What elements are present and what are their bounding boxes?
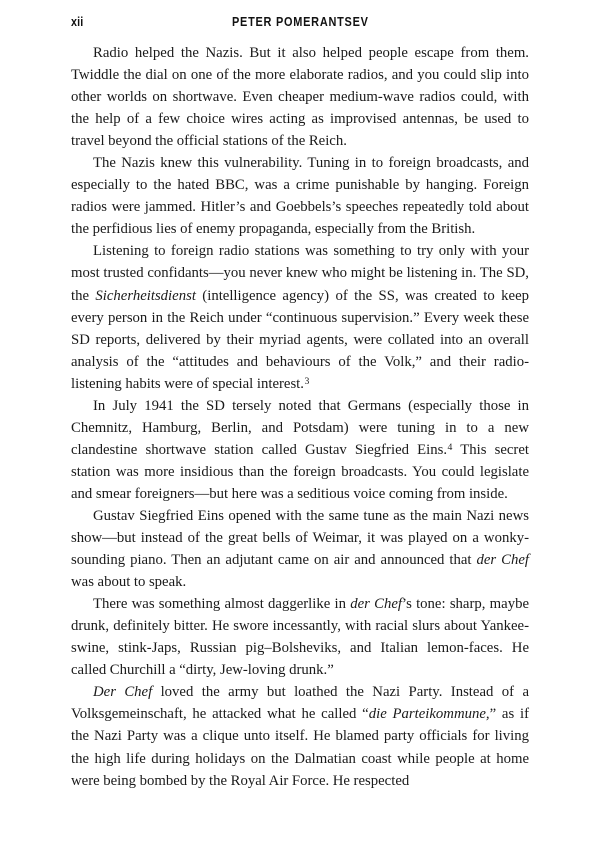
paragraph: There was something almost daggerlike in der Chef’s tone: sharp, maybe drunk, definitely bitter. He swore incessantly, with racial slurs about Yankee-swine, stink-Japs, Russian pig–Bolsheviks, and Italian lemon-faces. He called Churchill a “dirty, Jew-loving drunk.”	[71, 596, 530, 679]
italic-phrase: die Parteikommune,	[368, 706, 490, 723]
page-number: xii	[71, 15, 84, 29]
paragraph: In July 1941 the SD tersely noted that Germans (especially those in Chemnitz, Hamburg, Berlin, and Potsdam) were tuning in to a new clandestine shortwave station called Gustav Siegfried Eins.$^4$ This secret station was more insidious than the foreign broadcasts. You could legislate and smear foreigners—but here was a seditious voice coming from inside.	[71, 397, 529, 502]
running-head	[71, 14, 529, 32]
italic-phrase: der Chef	[476, 552, 529, 569]
paragraph: Listening to foreign radio stations was something to try only with your most trusted confidants—you never knew who might be listening in. The SD, the Sicherheitsdienst (intelligence agency) of the SS, was created to keep every person in the Reich under “continuous supervision.” Every week these SD reports, delivered by their myriad agents, were collated into an overall analysis of the “attitudes and behaviours of the Volk,” and their radio-listening habits were of special interest.$^3$	[71, 243, 529, 392]
footnote-marker: 4	[447, 441, 453, 453]
footnote-marker: 3	[304, 375, 310, 387]
paragraph: Gustav Siegfried Eins opened with the same tune as the main Nazi news show—but instead of the great bells of Weimar, it was played on a wonky-sounding piano. Then an adjutant came on air and announced that der Chef was about to speak.	[71, 507, 529, 591]
italic-phrase: Sicherheitsdienst	[95, 287, 196, 304]
paragraph: Radio helped the Nazis. But it also helped people escape from them. Twiddle the dial on one of the more elaborate radios, and you could slip into other worlds on shortwave. Even cheaper medium-wave radios could, with the help of a few choice wires acting as improvised antennas, be used to travel beyond the official stations of the Reich.	[71, 45, 529, 150]
body-text-block	[71, 42, 529, 792]
paragraph: The Nazis knew this vulnerability. Tuning in to foreign broadcasts, and especially to the hated BBC, was a crime punishable by hanging. Foreign radios were jammed. Hitler’s and Goebbels’s speeches repeatedly told about the perfidious lies of enemy propaganda, especially from the British.	[71, 155, 529, 238]
running-title-text: PETER POMERANTSEV	[231, 14, 369, 29]
paragraph: Der Chef loved the army but loathed the Nazi Party. Instead of a Volksgemeinschaft, he attacked what he called “die Parteikommune,” as if the Nazi Party was a clique unto itself. He blamed party officials for living the high life during holidays on the Dalmatian coast while people at home were being bombed by the Royal Air Force. He respected	[71, 684, 529, 789]
running-title	[71, 14, 529, 30]
italic-phrase: Der Chef	[93, 684, 153, 701]
italic-phrase: der Chef	[350, 596, 403, 613]
